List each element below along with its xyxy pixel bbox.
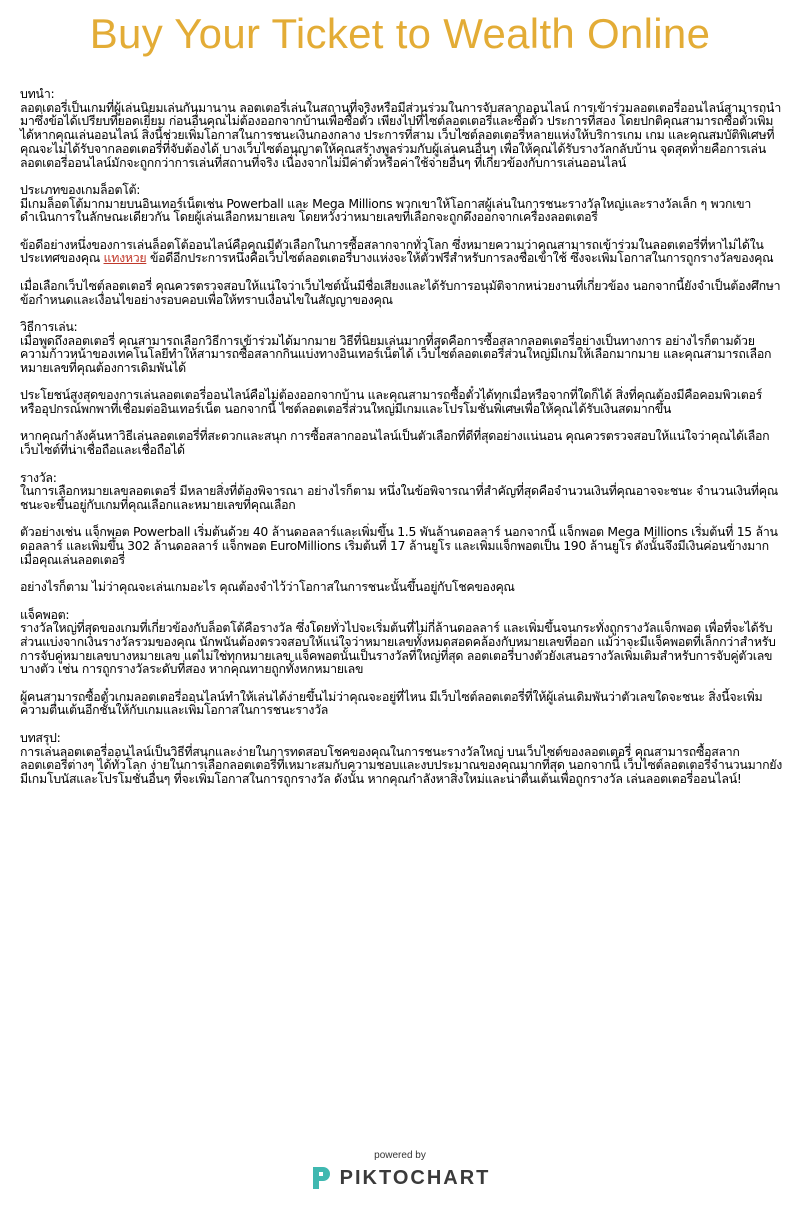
jackpot-paragraph-1: รางวัลใหญ่ที่สุดของเกมที่เกี่ยวข้องกับล็อตโต้คือรางวัล ซึ่งโดยทั่วไปจะเริ่มต้นที่ไม่กี่ล้านดอลลาร์ และเพิ่มขึ้นจนกระทั่งถูกรางวัลแจ็กพอต เพื่อที่จะได้รับส่วนแบ่งจากเงินรางวัลรวมของคุณ นักพนันต้องตรวจสอบให้แน่ใจว่าหมายเลขทั้งหมดสอดคล้องกับหมายเลขที่ออก แม้ว่าจะมีแจ็คพอตที่เล็กกว่าสำหรับการจับคู่หมายเลขบางหมายเลข แต่ไม่ใช่ทุกหมายเลข แจ็คพอตนั้นเป็นรางวัลที่ใหญ่ที่สุด ลอตเตอรี่บางตัวยังเสนอรางวัลเพิ่มเติมสำหรับการจับคู่ตัวเลขบางตัว เช่น การถูกรางวัลระดับที่สอง หากคุณทายถูกทั้งหกหมายเลข: [20, 620, 776, 677]
howto-heading: วิธีการเล่น:: [20, 318, 78, 334]
jackpot-paragraph-2: ผู้คนสามารถซื้อตั๋วเกมลอตเตอรี่ออนไลน์ทำให้เล่นได้ง่ายขึ้นไม่ว่าคุณจะอยู่ที่ไหน มีเว็บไซต์ลอตเตอรี่ที่ให้ผู้เล่นเดิมพันว่าตัวเลขใดจะชนะ สิ่งนี้จะเพิ่มความตื่นเต้นอีกชั้นให้กับเกมและเพิ่มโอกาสในการชนะรางวัล: [20, 688, 763, 718]
intro-section: [20, 87, 782, 169]
howto-section: [20, 320, 782, 457]
conclusion-heading: บทสรุป:: [20, 729, 61, 745]
prizes-section: [20, 471, 782, 594]
page-title: Buy Your Ticket to Wealth Online: [89, 10, 711, 57]
types-section: [20, 183, 782, 306]
conclusion-paragraph: การเล่นลอตเตอรี่ออนไลน์เป็นวิธีที่สนุกและง่ายในการทดสอบโชคของคุณในการชนะรางวัลใหญ่ บนเว็บไซต์ของลอตเตอรี่ คุณสามารถซื้อสลากลอตเตอรี่ต่างๆ ได้ทั่วโลก ง่ายในการเลือกลอตเตอรี่ที่เหมาะสมกับความชอบและงบประมาณของคุณมากที่สุด นอกจากนี้ เว็บไซต์ลอตเตอรี่จำนวนมากยังมีเกมโบนัสและโปรโมชั่นอื่นๆ ที่จะเพิ่มโอกาสในการถูกรางวัล ดังนั้น หากคุณกำลังหาสิ่งใหม่และน่าตื่นเต้นเพื่อถูกรางวัล เล่นลอตเตอรี่ออนไลน์!: [20, 743, 783, 786]
jackpot-heading: แจ็คพอต:: [20, 606, 70, 622]
types-paragraph-2-end: ข้อดีอีกประการหนึ่งคือเว็บไซต์ลอตเตอรี่บางแห่งจะให้ตั๋วฟรีสำหรับการลงชื่อเข้าใช้ ซึ่งจะเพิ่มโอกาสในการถูกรางวัลของคุณ: [146, 250, 774, 266]
conclusion-section: [20, 731, 782, 786]
types-heading: ประเภทของเกมล็อตโต้:: [20, 181, 141, 197]
types-paragraph-1: มีเกมล็อตโต้มากมายบนอินเทอร์เน็ตเช่น Powerball และ Mega Millions พวกเขาให้โอกาสผู้เล่นในการชนะรางวัลใหญ่และรางวัลเล็ก ๆ พวกเขาดำเนินการในลักษณะเดียวกัน โดยผู้เล่นเลือกหมายเลข โดยหวังว่าหมายเลขที่เลือกจะถูกดึงออกจากเครื่องลอตเตอรี่: [20, 195, 751, 225]
howto-paragraph-1: เมื่อพูดถึงลอตเตอรี่ คุณสามารถเลือกวิธีการเข้าร่วมได้มากมาย วิธีที่นิยมเล่นมากที่สุดคือการซื้อสลากลอตเตอรี่อย่างเป็นทางการ อย่างไรก็ตามด้วยความก้าวหน้าของเทคโนโลยีทำให้สามารถซื้อสลากกินแบ่งทางอินเทอร์เน็ตได้ เว็บไซต์ลอตเตอรี่ส่วนใหญ่มีเกมให้เลือกมากมาย และคุณสามารถเลือกหมายเลขที่คุณต้องการเดิมพันได้: [20, 332, 772, 375]
intro-paragraph: ลอตเตอรี่เป็นเกมที่ผู้เล่นนิยมเล่นกันมานาน ลอตเตอรี่เล่นในสถานที่จริงหรือมีส่วนร่วมในการจับสลากออนไลน์ การเข้าร่วมลอตเตอรี่ออนไลน์สามารถนำมาซึ่งข้อได้เปรียบที่ยอดเยี่ยม ก่อนอื่นคุณไม่ต้องออกจากบ้านเพื่อซื้อตั๋ว เพียงไปที่ไซต์ลอตเตอรี่และซื้อตั๋ว ประการที่สอง โดยปกติคุณสามารถซื้อตั๋วเพิ่มได้หากคุณเล่นออนไลน์ สิ่งนี้ช่วยเพิ่มโอกาสในการชนะเงินกองกลาง ประการที่สาม เว็บไซต์ลอตเตอรี่หลายแห่งให้บริการเกม เกม และคุณสมบัติพิเศษที่คุณจะไม่ได้รับจากลอตเตอรี่ที่จับต้องได้ บางเว็บไซต์อนุญาตให้คุณสร้างพูลร่วมกับผู้เล่นคนอื่นๆ เพื่อให้คุณได้รับรางวัลกลับบ้าน จุดสุดท้ายคือการเล่นลอตเตอรี่ออนไลน์มักจะถูกกว่าการเล่นที่สถานที่จริง เนื่องจากไม่มีค่าตั๋วหรือค่าใช้จ่ายอื่นๆ ที่เกี่ยวข้องกับการเล่นออนไลน์: [20, 99, 782, 170]
prizes-heading: รางวัล:: [20, 469, 57, 485]
types-paragraph-3: เมื่อเลือกเว็บไซต์ลอตเตอรี่ คุณควรตรวจสอบให้แน่ใจว่าเว็บไซต์นั้นมีชื่อเสียงและได้รับการอนุมัติจากหน่วยงานที่เกี่ยวข้อง นอกจากนี้ยังจำเป็นต้องศึกษาข้อกำหนดและเงื่อนไขอย่างรอบคอบเพื่อให้ทราบเงื่อนไขในสัญญาของคุณ: [20, 277, 781, 307]
prizes-paragraph-3: อย่างไรก็ตาม ไม่ว่าคุณจะเล่นเกมอะไร คุณต้องจำไว้ว่าโอกาสในการชนะนั้นขึ้นอยู่กับโชคของคุณ: [20, 579, 515, 595]
piktochart-wordmark: PIKTOCHART: [339, 1166, 491, 1189]
types-paragraph-2: [20, 238, 782, 265]
types-paragraph-2-start: ข้อดีอย่างหนึ่งของการเล่นล็อตโต้ออนไลน์คือคุณมีตัวเลือกในการซื้อสลากจากทั่วโลก ซึ่งหมายความว่าคุณสามารถเข้าร่วมในลอตเตอรี่ที่หาไม่ได้ในประเทศของคุณ: [20, 236, 764, 266]
intro-heading: บทนำ:: [20, 86, 55, 101]
lottery-link[interactable]: แทงหวย: [103, 250, 147, 266]
howto-paragraph-3: หากคุณกำลังค้นหาวิธีเล่นลอตเตอรี่ที่สะดวกและสนุก การซื้อสลากออนไลน์เป็นตัวเลือกที่ดีที่สุดอย่างแน่นอน คุณควรตรวจสอบให้แน่ใจว่าคุณได้เลือกเว็บไซต์ที่น่าเชื่อถือและเชื่อถือได้: [20, 428, 770, 458]
piktochart-mark-icon: [310, 1165, 332, 1191]
piktochart-footer[interactable]: [0, 1150, 800, 1195]
jackpot-section: [20, 608, 782, 718]
howto-paragraph-2: ประโยชน์สูงสุดของการเล่นลอตเตอรี่ออนไลน์คือไม่ต้องออกจากบ้าน และคุณสามารถซื้อตั๋วได้ทุกเมื่อหรือจากที่ใดก็ได้ สิ่งที่คุณต้องมีคือคอมพิวเตอร์หรืออุปกรณ์พกพาที่เชื่อมต่ออินเทอร์เน็ต นอกจากนี้ ไซต์ลอตเตอรี่ส่วนใหญ่มีเกมและโปรโมชั่นพิเศษเพื่อให้คุณได้รับเงินสดมากขึ้น: [20, 387, 763, 417]
prizes-paragraph-1: ในการเลือกหมายเลขลอตเตอรี่ มีหลายสิ่งที่ต้องพิจารณา อย่างไรก็ตาม หนึ่งในข้อพิจารณาที่สำคัญที่สุดคือจำนวนเงินที่คุณอาจจะชนะ จำนวนเงินที่คุณชนะจะขึ้นอยู่กับเกมที่คุณเลือกและหมายเลขที่คุณเลือก: [20, 483, 778, 512]
article-body: [20, 87, 782, 799]
powered-by-label: powered by: [374, 1150, 426, 1161]
piktochart-logo: [310, 1165, 491, 1191]
prizes-paragraph-2: ตัวอย่างเช่น แจ็กพอต Powerball เริ่มต้นด้วย 40 ล้านดอลลาร์และเพิ่มขึ้น 1.5 พันล้านดอลลาร์ นอกจากนี้ แจ็กพอต Mega Millions เริ่มต้นที่ 15 ล้านดอลลาร์ และเพิ่มขึ้น 302 ล้านดอลลาร์ แจ็กพอต EuroMillions เริ่มต้นที่ 17 ล้านยูโร และเพิ่มแจ็กพอตเป็น 190 ล้านยูโร ดังนั้นจึงมีเงินค่อนข้างมากเมื่อคุณเล่นลอตเตอรี่: [20, 524, 778, 567]
